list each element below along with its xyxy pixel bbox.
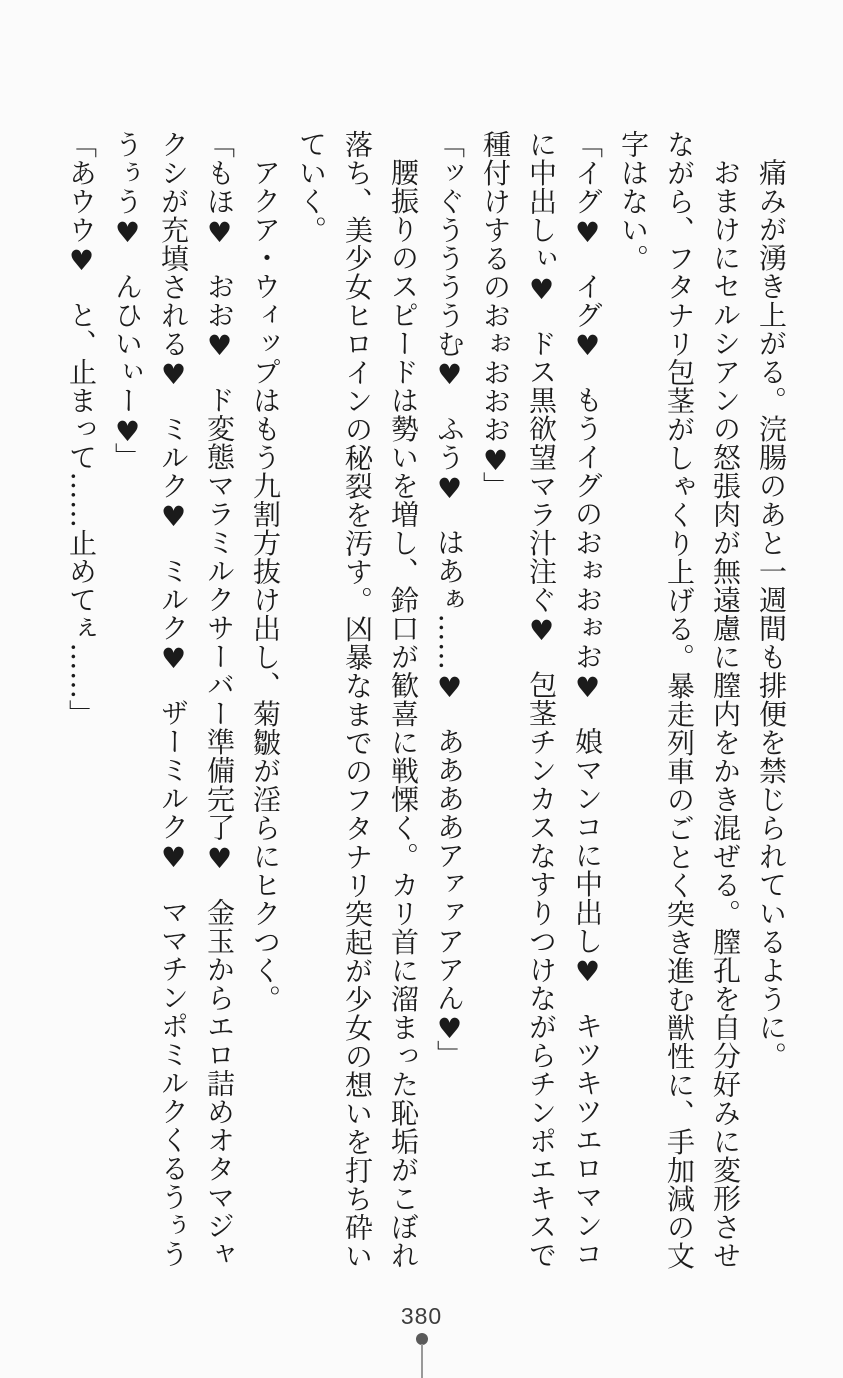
paragraph: アクア・ウィップはもう九割方抜け出し、菊皺が淫らにヒクつく。 [249,158,282,1013]
heart-glyph: ♥ [111,414,144,448]
heart-glyph: ♥ [571,670,604,704]
paragraph-dialogue: 「イグ♥ イグ♥ もうイグのおぉおぉお♥ 娘マンコに中出し♥ キツキツエロマンコに中出しぃ♥ ドス黒欲望マラ汁注ぐ♥ 包茎チンカスなすりつけながらチンポエキスで種付けするのおぉおおお♥」 [479,130,604,1269]
heart-glyph: ♥ [433,670,466,704]
heart-glyph: ♥ [157,358,190,392]
heart-glyph: ♥ [203,329,236,363]
heart-glyph: ♥ [571,955,604,989]
heart-glyph: ♥ [203,841,236,875]
heart-glyph: ♥ [203,215,236,249]
heart-glyph: ♥ [433,358,466,392]
heart-glyph: ♥ [111,215,144,249]
heart-glyph: ♥ [571,215,604,249]
heart-glyph: ♥ [157,500,190,534]
heart-glyph: ♥ [525,272,558,306]
paragraph: 痛みが湧き上がる。浣腸のあと一週間も排便を禁じられているように。 [755,158,788,1070]
folio-line-ornament [421,1344,423,1378]
page-number: 380 [400,1303,443,1329]
heart-glyph: ♥ [433,471,466,505]
paragraph-dialogue: 「あウウ♥ と、止まって……止めてぇ……」 [65,130,98,728]
paragraph-dialogue: 「ッぐううううむ♥ ふう♥ はあぁ……♥ ああああアァァアアん♥」 [433,130,466,1069]
paragraph: おまけにセルシアンの怒張肉が無遠慮に膣内をかき混ぜる。膣孔を自分好みに変形させながら、フタナリ包茎がしゃくり上げる。暴走列車のごとく突き進む獣性に、手加減の文字はない。 [617,130,742,1270]
heart-glyph: ♥ [157,841,190,875]
heart-glyph: ♥ [433,1012,466,1046]
heart-glyph: ♥ [157,642,190,676]
paragraph-dialogue: 「もほ♥ おお♥ ド変態マラミルクサーバー準備完了♥ 金玉からエロ詰めオタマジャクシが充填される♥ ミルク♥ ミルク♥ ザーミルク♥ ママチンポミルクくるうぅううぅう♥ んひいぃー♥」 [111,130,236,1269]
page-text [58,130,794,1278]
heart-glyph: ♥ [571,329,604,363]
heart-glyph: ♥ [65,244,98,278]
paragraph: 腰振りのスピードは勢いを増し、鈴口が歓喜に戦慄く。カリ首に溜まった恥垢がこぼれ落ち、美少女ヒロインの秘裂を汚す。凶暴なまでのフタナリ突起が少女の想いを打ち砕いていく。 [295,130,420,1270]
heart-glyph: ♥ [479,443,512,477]
heart-glyph: ♥ [525,614,558,648]
